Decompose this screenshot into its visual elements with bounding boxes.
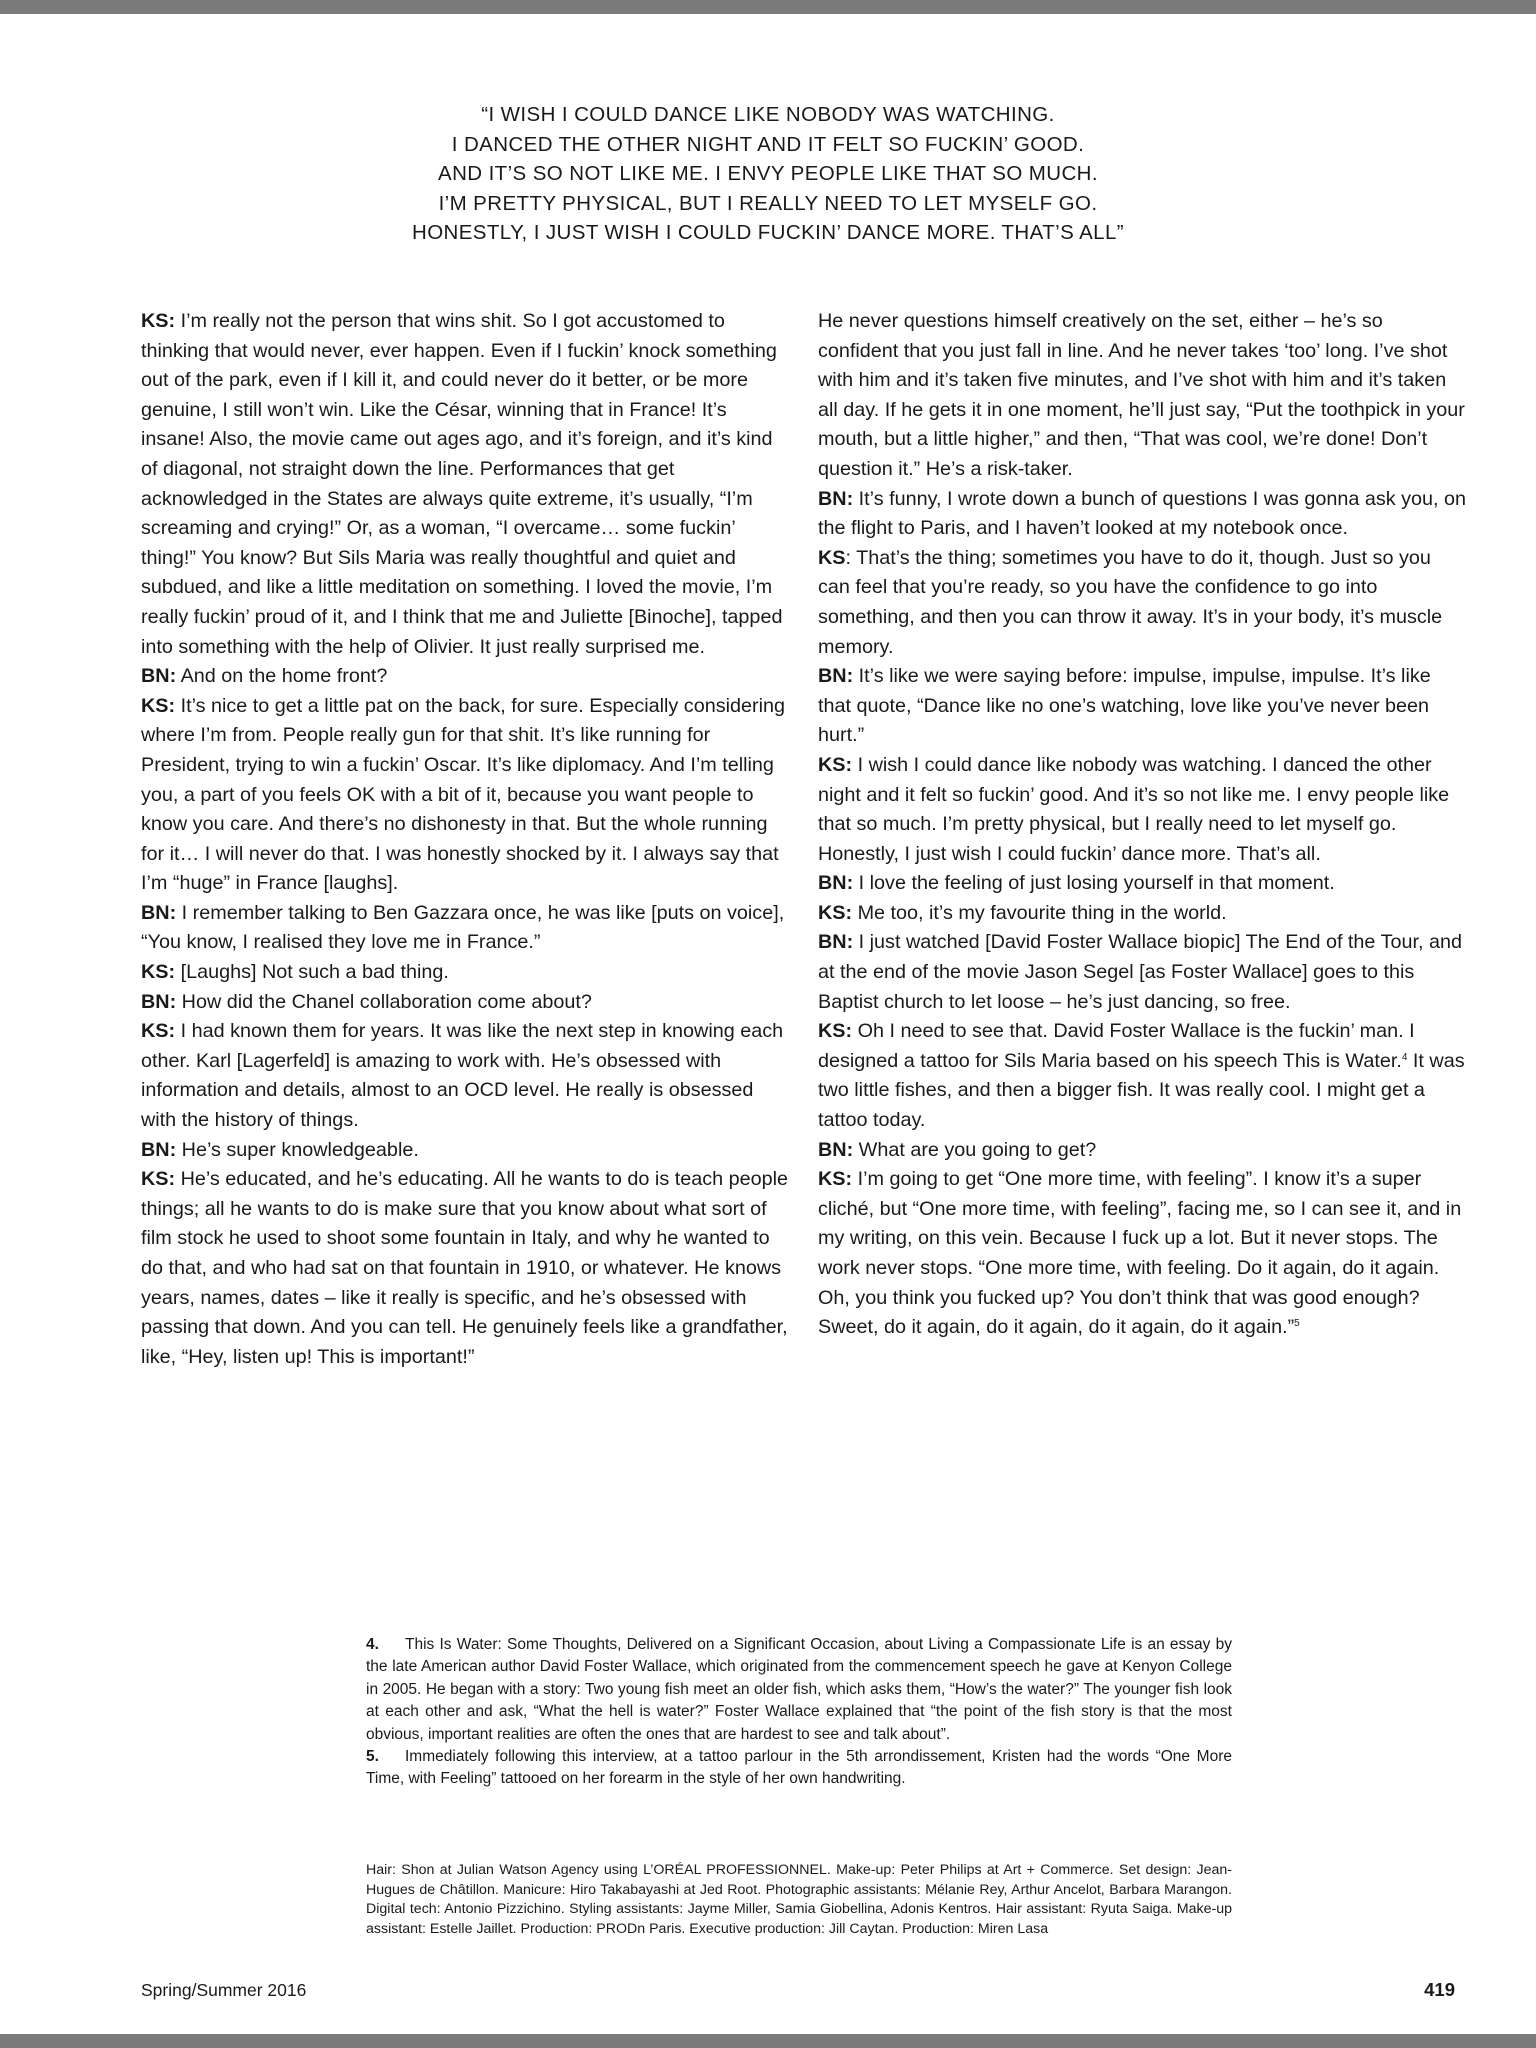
paragraph-text: I’m going to get “One more time, with feeling”. I know it’s a super cliché, but “One more time, with feeling”, facing me, so I can see it, and in my writing, on this vein. Because I fuck up a lot. But it never stops. The work never stops. “One more time, with feeling. Do it again, do it again. Oh, you think you fucked up? You don’t think that was good enough? Sweet, do it again, do it again, do it again, do it again.” <box>818 1168 1462 1339</box>
interview-paragraph <box>141 958 791 988</box>
pull-quote-line: I DANCED THE OTHER NIGHT AND IT FELT SO FUCKIN’ GOOD. <box>451 132 1085 156</box>
paragraph-text: I had known them for years. It was like the next step in knowing each other. Karl [Lagerfeld] is amazing to work with. He’s obsessed with information and details, almost to an OCD level. He really is obsessed with the history of things. <box>141 1020 784 1132</box>
paragraph-text: It was two little fishes, and then a bigger fish. It was really cool. I might get a tattoo today. <box>818 1049 1465 1132</box>
speaker-label: BN: <box>141 901 177 924</box>
speaker-label: KS: <box>818 753 853 776</box>
footnote-reference[interactable]: 5 <box>1294 1318 1300 1330</box>
pull-quote-line: AND IT’S SO NOT LIKE ME. I ENVY PEOPLE LIKE THAT SO MUCH. <box>438 162 1098 185</box>
speaker-label: BN: <box>818 1138 854 1161</box>
interview-paragraph <box>141 1017 791 1135</box>
speaker-label: KS: <box>818 901 853 924</box>
speaker-label: KS: <box>818 1168 853 1191</box>
paragraph-text: It’s nice to get a little pat on the back, for sure. Especially considering where I’m from. People really gun for that shit. It’s like running for President, trying to win a fuckin’ Oscar. It’s like diplomacy. And I’m telling you, a part of you feels OK with a bit of it, because you want people to know you care. And there’s no dishonesty in that. But the whole running for it… I will never do that. I was honestly shocked by it. I always say that I’m “huge” in France [laughs]. <box>141 694 785 895</box>
interview-paragraph <box>818 544 1468 662</box>
speaker-label: KS <box>818 546 846 569</box>
interview-paragraph <box>818 899 1468 929</box>
top-border-bar <box>0 0 1536 14</box>
speaker-label: BN: <box>141 1138 177 1161</box>
pull-quote <box>0 100 1536 248</box>
speaker-label: BN: <box>818 487 854 510</box>
paragraph-text: And on the home front? <box>176 665 388 688</box>
page-number: 419 <box>1424 1979 1455 2000</box>
interview-paragraph <box>818 307 1468 485</box>
interview-paragraph <box>141 662 791 692</box>
paragraph-text: I’m really not the person that wins shit. So I got accustomed to thinking that would never, ever happen. Even if I fuckin’ knock something out of the park, even if I kill it, and could never do it better, or be more genuine, I still won’t win. Like the César, winning that in France! It’s insane! Also, the movie came out ages ago, and it’s foreign, and it’s kind of diagonal, not straight down the line. Performances that get acknowledged in the States are always quite extreme, it’s usually, “I’m screaming and crying!” Or, as a woman, “I overcame… some fuckin’ thing!” You know? But Sils Maria was really thoughtful and quiet and subdued, and like a little meditation on something. I loved the movie, I’m really fuckin’ proud of it, and I think that me and Juliette [Binoche], tapped into something with the help of Olivier. It just really surprised me. <box>141 310 783 658</box>
interview-column-left <box>141 307 791 1372</box>
speaker-label: KS: <box>141 961 176 984</box>
footnote-reference[interactable]: 4 <box>1401 1051 1408 1063</box>
paragraph-text: He never questions himself creatively on the set, either – he’s so confident that you just fall in line. And he never takes ‘too’ long. I’ve shot with him and it’s taken five minutes, and I’ve shot with him and it’s taken all day. If he gets it in one moment, he’ll just say, “Put the toothpick in your mouth, but a little higher,” and then, “That was cool, we’re done! Don’t question it.” He’s a risk-taker. <box>818 310 1465 480</box>
interview-paragraph <box>818 1165 1468 1343</box>
pull-quote-line: HONESTLY, I JUST WISH I COULD FUCKIN’ DANCE MORE. THAT’S ALL” <box>411 221 1125 244</box>
speaker-label: BN: <box>818 872 854 895</box>
interview-paragraph <box>141 692 791 899</box>
bottom-border-bar <box>0 2034 1536 2048</box>
footnote-number: 4. <box>366 1636 379 1653</box>
interview-paragraph <box>818 1017 1468 1135</box>
speaker-label: BN: <box>141 990 177 1013</box>
paragraph-text: Oh I need to see that. David Foster Wallace is the fuckin’ man. I designed a tattoo for Sils Maria based on his speech This is Water. <box>818 1020 1415 1072</box>
interview-paragraph <box>818 928 1468 1017</box>
speaker-label: KS: <box>818 1020 853 1043</box>
interview-paragraph <box>818 869 1468 899</box>
footnote-number: 5. <box>366 1748 379 1766</box>
interview-paragraph <box>141 1165 791 1372</box>
paragraph-text: What are you going to get? <box>853 1138 1097 1161</box>
issue-label: Spring/Summer 2016 <box>141 1980 307 2000</box>
speaker-label: BN: <box>141 665 177 688</box>
speaker-label: BN: <box>818 665 854 688</box>
speaker-label: KS: <box>141 694 176 717</box>
interview-paragraph <box>141 988 791 1018</box>
paragraph-text: He’s educated, and he’s educating. All he wants to do is teach people things; all he wants to do is make sure that you know about what sort of film stock he used to shoot some fountain in Italy, and why he wanted to do that, and who had sat on that fountain in 1910, or whatever. He knows years, names, dates – like it really is specific, and he’s obsessed with passing that down. And you can tell. He genuinely feels like a grandfather, like, “Hey, listen up! This is important!” <box>141 1168 788 1368</box>
interview-paragraph <box>141 307 791 662</box>
paragraph-text: I remember talking to Ben Gazzara once, he was like [puts on voice], “You know, I realised they love me in France.” <box>141 901 785 954</box>
speaker-label: KS: <box>141 1020 176 1043</box>
paragraph-text: I love the feeling of just losing yourself in that moment. <box>853 872 1335 895</box>
paragraph-text: It’s like we were saying before: impulse, impulse, impulse. It’s like that quote, “Dance like no one’s watching, love like you’ve never been hurt.” <box>818 665 1431 747</box>
pull-quote-line: I’M PRETTY PHYSICAL, BUT I REALLY NEED TO LET MYSELF GO. <box>438 191 1098 215</box>
footnotes <box>366 1634 1232 1791</box>
paragraph-text: : That’s the thing; sometimes you have to do it, though. Just so you can feel that you’re ready, so you have the confidence to go into something, and then you can throw it away. It’s in your body, it’s muscle memory. <box>818 546 1443 658</box>
paragraph-text: I just watched [David Foster Wallace biopic] The End of the Tour, and at the end of the movie Jason Segel [as Foster Wallace] goes to this Baptist church to let loose – he’s just dancing, so free. <box>818 931 1462 1013</box>
speaker-label: KS: <box>141 1168 176 1191</box>
speaker-label: KS: <box>141 310 176 332</box>
interview-paragraph <box>818 662 1468 751</box>
interview-column-right <box>818 307 1468 1343</box>
footnote <box>366 1634 1232 1746</box>
paragraph-text: It’s funny, I wrote down a bunch of questions I was gonna ask you, on the flight to Paris, and I haven’t looked at my notebook once. <box>818 487 1467 540</box>
footnote-text: Immediately following this interview, at a tattoo parlour in the 5th arrondissement, Kristen had the words “One More Time, with Feeling” tattooed on her forearm in the style of her own handwriting. <box>366 1748 1232 1788</box>
footnote-text: This Is Water: Some Thoughts, Delivered on a Significant Occasion, about Living a Compassionate Life is an essay by the late American author David Foster Wallace, which originated from the commencement speech he gave at Kenyon College in 2005. He began with a story: Two young fish meet an older fish, which asks them, “How’s the water?” The younger fish look at each other and ask, “What the hell is water?” Foster Wallace explained that “the point of the fish story is that the most obvious, important realities are often the ones that are hardest to see and talk about”. <box>366 1636 1232 1743</box>
interview-paragraph <box>818 485 1468 544</box>
photo-credits: Hair: Shon at Julian Watson Agency using L’ORÉAL PROFESSIONNEL. Make-up: Peter Philips at Art + Commerce. Set design: Jean-Hugues de Châtillon. Manicure: Hiro Takabayashi at Jed Root. Photographic assistants: Mélanie Rey, Arthur Ancelot, Barbara Marangon. Digital tech: Antonio Pizzichino. Styling assistants: Jayme Miller, Samia Giobellina, Adonis Kentros. Hair assistant: Ryuta Saiga. Make-up assistant: Estelle Jaillet. Production: PRODn Paris. Executive production: Jill Caytan. Production: Miren Lasa <box>366 1862 1232 1937</box>
paragraph-text: I wish I could dance like nobody was watching. I danced the other night and it felt so fuckin’ good. And it’s so not like me. I envy people like that so much. I’m pretty physical, but I really need to let myself go. Honestly, I just wish I could fuckin’ dance more. That’s all. <box>818 753 1450 865</box>
paragraph-text: Me too, it’s my favourite thing in the world. <box>852 901 1227 924</box>
speaker-label: BN: <box>818 931 854 954</box>
footnote <box>366 1746 1232 1791</box>
paragraph-text: How did the Chanel collaboration come about? <box>176 990 592 1013</box>
interview-paragraph <box>818 751 1468 869</box>
interview-paragraph <box>141 899 791 958</box>
pull-quote-line: “I WISH I COULD DANCE LIKE NOBODY WAS WATCHING. <box>481 103 1055 126</box>
paragraph-text: [Laughs] Not such a bad thing. <box>175 961 449 984</box>
interview-paragraph <box>818 1136 1468 1166</box>
paragraph-text: He’s super knowledgeable. <box>176 1138 419 1161</box>
interview-paragraph <box>141 1136 791 1166</box>
